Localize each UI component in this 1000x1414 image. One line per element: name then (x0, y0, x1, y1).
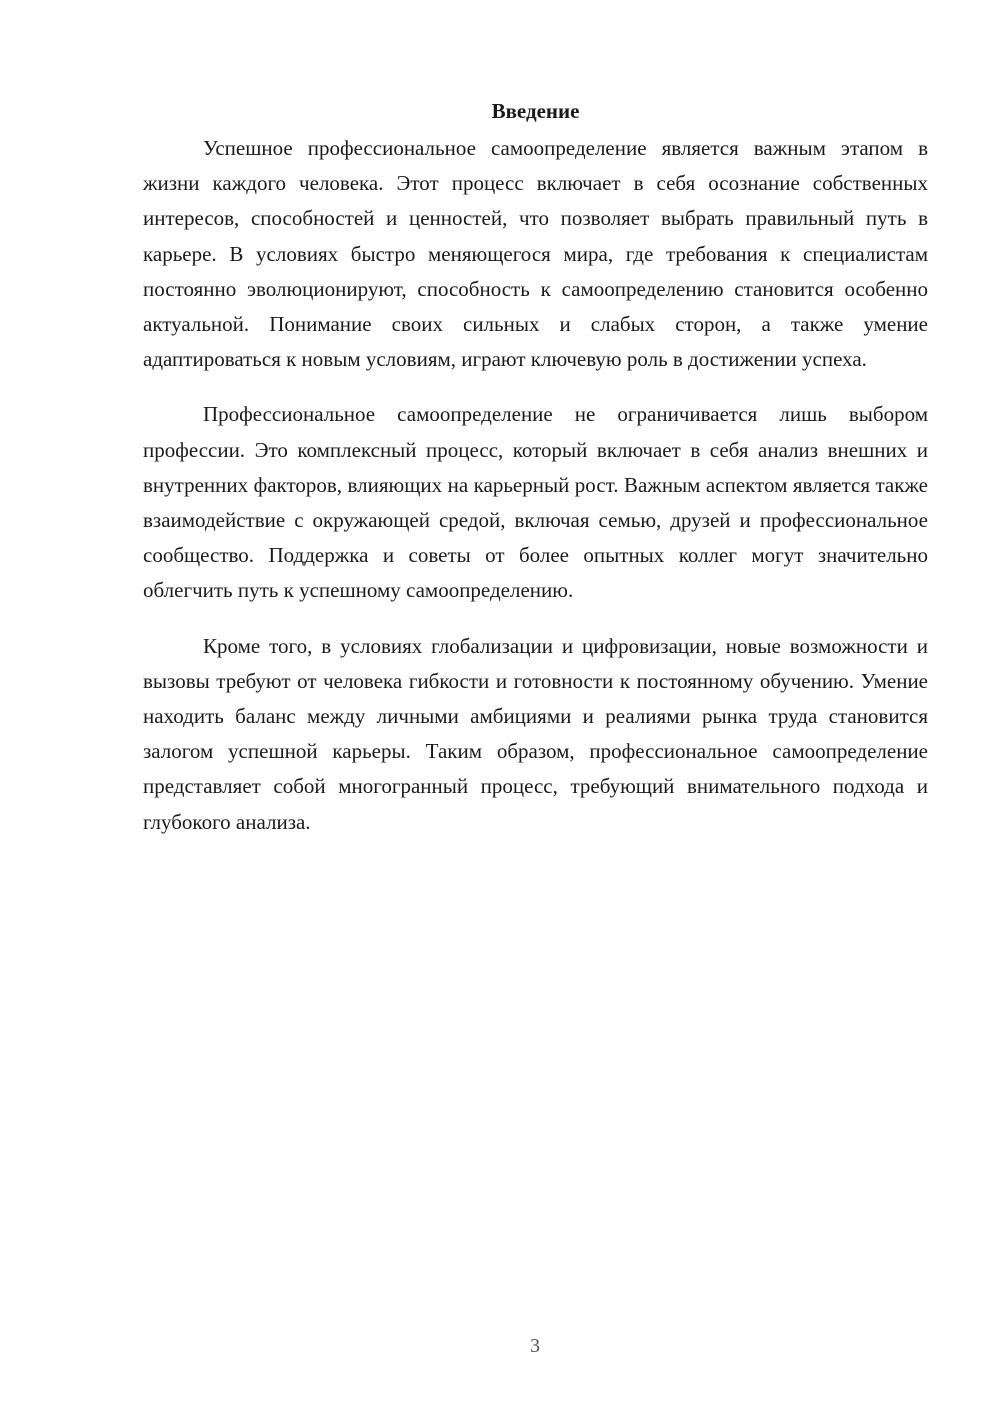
page-number: 3 (530, 1335, 540, 1357)
paragraph-2: Профессиональное самоопределение не ограничивается лишь выбором профессии. Это комплексный процесс, который включает в себя анализ внешних и внутренних факторов, влияющих на карьерный рост. Важным аспектом является также взаимодействие с окружающей средой, включая семью, друзей и профессиональное сообщество. Поддержка и советы от более опытных коллег могут значительно облегчить путь к успешному самоопределению. (143, 402, 928, 603)
section-title: Введение (491, 99, 580, 123)
paragraph-1: Успешное профессиональное самоопределение является важным этапом в жизни каждого человека. Этот процесс включает в себя осознание собственных интересов, способностей и ценностей, что позволяет выбрать правильный путь в карьере. В условиях быстро меняющегося мира, где требования к специалистам постоянно эволюционируют, способность к самоопределению становится особенно актуальной. Понимание своих сильных и слабых сторон, а также умение адаптироваться к новым условиям, играют ключевую роль в достижении успеха. (143, 136, 928, 372)
paragraph-3: Кроме того, в условиях глобализации и цифровизации, новые возможности и вызовы требуют от человека гибкости и готовности к постоянному обучению. Умение находить баланс между личными амбициями и реалиями рынка труда становится залогом успешной карьеры. Таким образом, профессиональное самоопределение представляет собой многогранный процесс, требующий внимательного подхода и глубокого анализа. (143, 633, 928, 834)
page-content (143, 96, 928, 860)
